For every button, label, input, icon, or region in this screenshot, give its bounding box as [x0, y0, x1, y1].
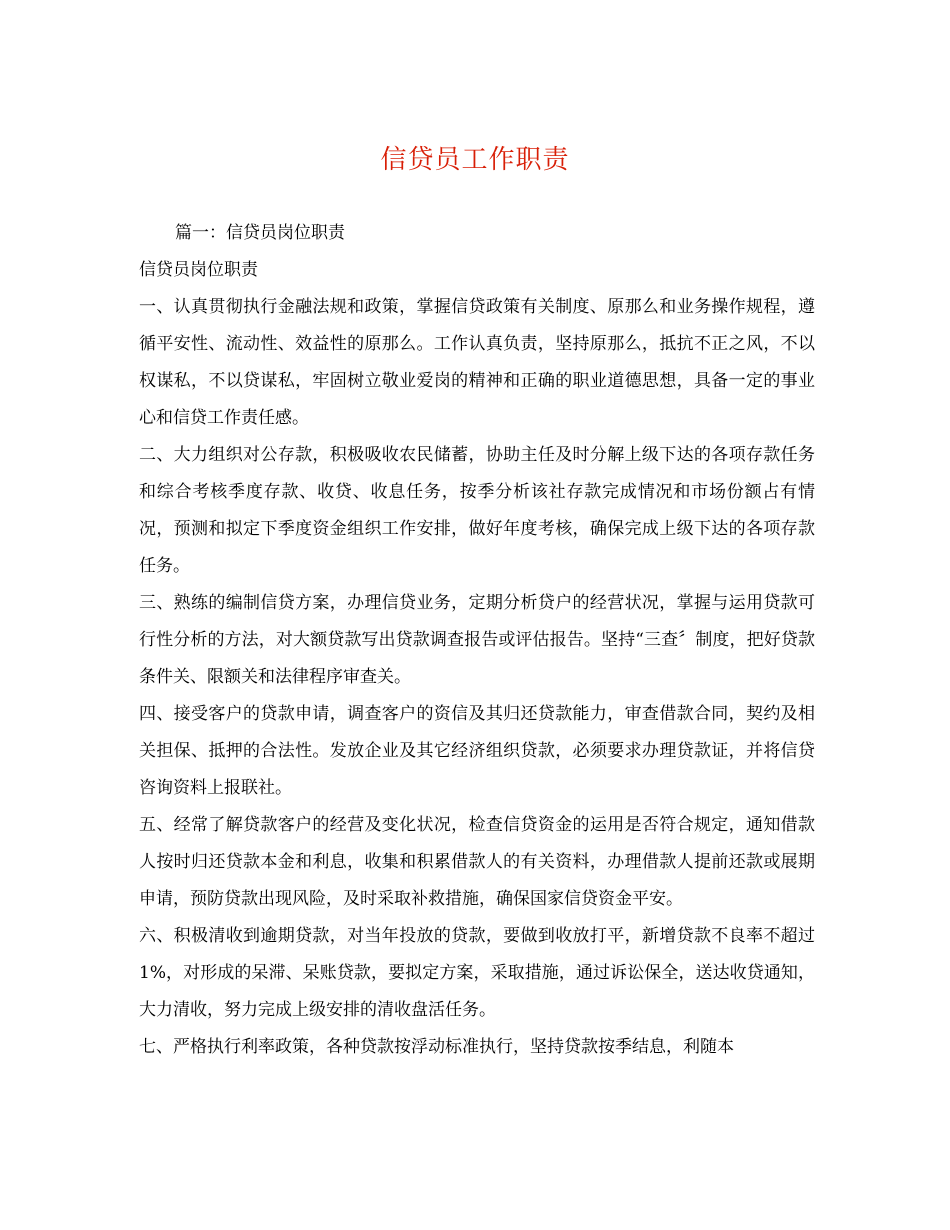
paragraph-2: 二、大力组织对公存款，积极吸收农民储蓄，协助主任及时分解上级下达的各项存款任务和综合考核季度存款、收贷、收息任务，按季分析该社存款完成情况和市场份额占有情况，预测和拟定下季度资金组织工作安排，做好年度考核，确保完成上级下达的各项存款任务。: [139, 445, 815, 576]
document-title: 信贷员工作职责: [380, 145, 570, 175]
document-body: [139, 215, 815, 1066]
paragraph-4: 四、接受客户的贷款申请，调查客户的资信及其归还贷款能力，审查借款合同，契约及相关担保、抵押的合法性。发放企业及其它经济组织贷款，必须要求办理贷款证，并将信贷咨询资料上报联社。: [139, 704, 815, 798]
paragraph-1: 一、认真贯彻执行金融法规和政策，掌握信贷政策有关制度、原那么和业务操作规程，遵循平安性、流动性、效益性的原那么。工作认真负责，坚持原那么，抵抗不正之风，不以权谋私，不以贷谋私，牢固树立敬业爱岗的精神和正确的职业道德思想，具备一定的事业心和信贷工作责任感。: [139, 297, 815, 428]
paragraph-7: 七、严格执行利率政策，各种贷款按浮动标准执行，坚持贷款按季结息，利随本: [139, 1037, 734, 1057]
section-heading: 篇一：信贷员岗位职责: [175, 223, 345, 243]
subheading: 信贷员岗位职责: [139, 260, 258, 280]
paragraph-6: 六、积极清收到逾期贷款，对当年投放的贷款，要做到收放打平，新增贷款不良率不超过1%，对形成的呆滞、呆账贷款，要拟定方案，采取措施，通过诉讼保全，送达收贷通知，大力清收，努力完成上级安排的清收盘活任务。: [139, 926, 815, 1020]
paragraph-3: 三、熟练的编制信贷方案，办理信贷业务，定期分析贷户的经营状况，掌握与运用贷款可行性分析的方法，对大额贷款写出贷款调查报告或评估报告。坚持“三查〞制度，把好贷款条件关、限额关和法律程序审查关。: [139, 593, 815, 687]
paragraph-5: 五、经常了解贷款客户的经营及变化状况，检查信贷资金的运用是否符合规定，通知借款人按时归还贷款本金和利息，收集和积累借款人的有关资料，办理借款人提前还款或展期申请，预防贷款出现风险，及时采取补救措施，确保国家信贷资金平安。: [139, 815, 815, 909]
